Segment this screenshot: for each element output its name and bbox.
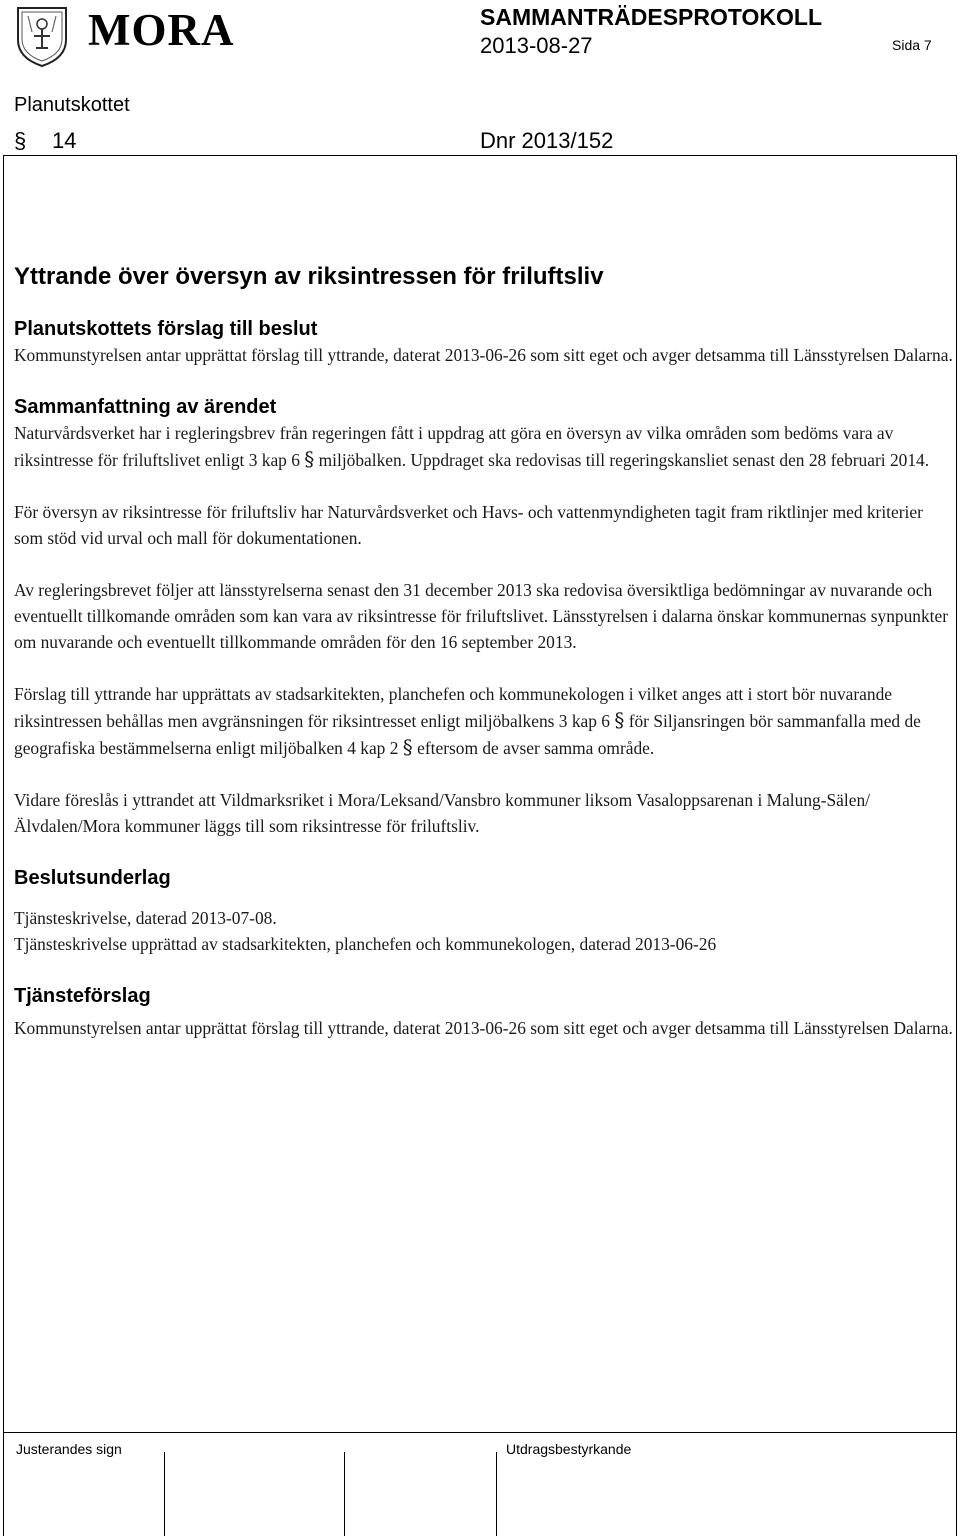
diary-number: Dnr 2013/152 [480, 128, 614, 153]
basis-line-1: Tjänsteskrivelse, daterad 2013-07-08. [14, 908, 277, 928]
page-title: Yttrande över översyn av riksintressen för friluftsliv [14, 263, 604, 290]
adjuster-signature-label: Justerandes sign [16, 1441, 122, 1457]
summary-paragraph-1: Naturvårdsverket har i regleringsbrev från regeringen fått i uppdrag att göra en översyn av vilka områden som bedöms vara av riksintresse för friluftslivet enligt 3 kap 6 § miljöbalken. Uppdraget ska redovisas till regeringskansliet senast den 28 februari 2014. [14, 423, 930, 471]
signature-box-divider [496, 1452, 497, 1536]
page-number: Sida 7 [892, 37, 932, 53]
service-proposal-heading: Tjänsteförslag [14, 985, 151, 1007]
municipal-crest-icon [14, 4, 70, 68]
extract-certification-label: Utdragsbestyrkande [506, 1441, 632, 1457]
signature-box-divider [164, 1452, 165, 1536]
item-number: 14 [52, 128, 77, 153]
meeting-date: 2013-08-27 [480, 33, 593, 58]
signature-box-divider [344, 1452, 345, 1536]
footer-divider [3, 1432, 957, 1433]
document-body [14, 262, 954, 1041]
summary-paragraph-4: Förslag till yttrande har upprättats av stadsarkitekten, planchefen och kommunekologen i vilket anges att i stort bör nuvarande riksintressen behållas men avgränsningen för riksintresset enligt miljöbalkens 3 kap 6 § för Siljansringen bör sammanfalla med de geografiska bestämmelserna enligt miljöbalken 4 kap 2 § eftersom de avser samma område. [14, 684, 921, 759]
committee-name: Planutskottet [14, 94, 130, 116]
brand-logo-text: MORA [88, 5, 235, 55]
summary-paragraph-5: Vidare föreslås i yttrandet att Vildmarksriket i Mora/Leksand/Vansbro kommuner liksom Vasaloppsarenan i Malung-Sälen/Älvdalen/Mora kommuner läggs till som riksintresse för friluftsliv. [14, 790, 870, 836]
summary-paragraph-2: För översyn av riksintresse för friluftsliv har Naturvårdsverket och Havs- och vattenmyndigheten tagit fram riktlinjer med kriterier som stöd vid urval och mall för dokumentationen. [14, 502, 923, 548]
proposal-heading: Planutskottets förslag till beslut [14, 318, 318, 340]
summary-heading: Sammanfattning av ärendet [14, 396, 277, 418]
document-type: SAMMANTRÄDESPROTOKOLL [480, 4, 823, 30]
section-mark: § [14, 128, 27, 153]
basis-heading: Beslutsunderlag [14, 867, 171, 889]
proposal-text: Kommunstyrelsen antar upprättat förslag till yttrande, daterat 2013-06-26 som sitt eget och avger detsamma till Länsstyrelsen Dalarna. [14, 345, 953, 365]
summary-paragraph-3: Av regleringsbrevet följer att länsstyrelserna senast den 31 december 2013 ska redovisa översiktliga bedömningar av nuvarande och eventuellt tillkomande områden som kan vara av riksintresse för friluftslivet. Länsstyrelsen i dalarna önskar kommunernas synpunkter om nuvarande och eventuellt tillkommande områden för den 16 september 2013. [14, 580, 949, 652]
basis-line-2: Tjänsteskrivelse upprättad av stadsarkitekten, planchefen och kommunekologen, daterad 2013-06-26 [14, 934, 717, 954]
service-proposal-text: Kommunstyrelsen antar upprättat förslag till yttrande, daterat 2013-06-26 som sitt eget och avger detsamma till Länsstyrelsen Dalarna. [14, 1018, 953, 1038]
